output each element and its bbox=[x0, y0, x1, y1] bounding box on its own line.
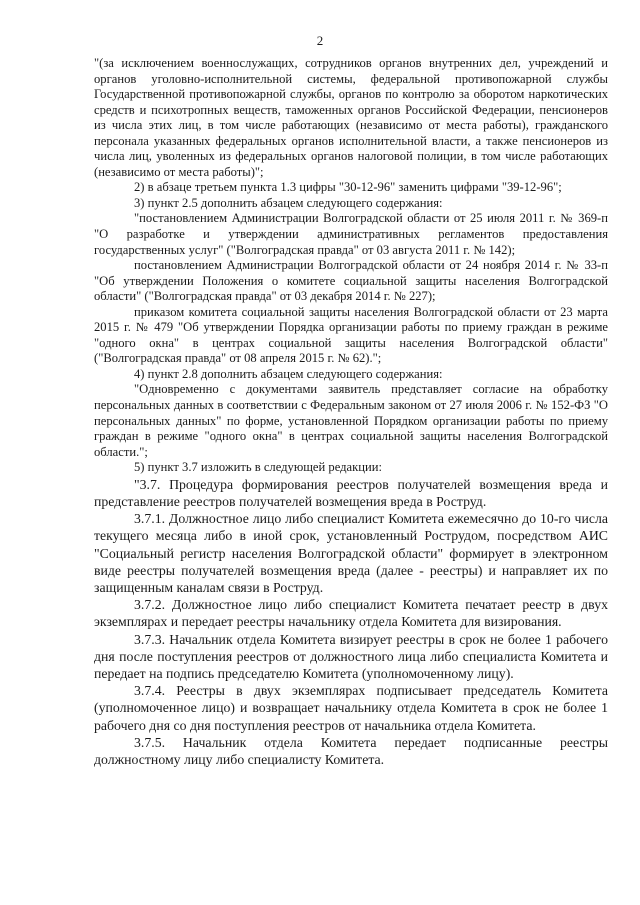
paragraph-section-3-7-1: 3.7.1. Должностное лицо либо специалист Комитета ежемесячно до 10-го числа текущего месяца либо в иной срок, установленный Рострудом, посредством АИС "Социальный регистр населения Волгоградской области" формирует в электронном виде реестры получателей возмещения вреда (далее - реестры) и направляет их по защищенным каналам связи в Роструд. bbox=[94, 511, 608, 595]
paragraph-consent: "Одновременно с документами заявитель представляет согласие на обработку персональных данных в соответствии с Федеральным законом от 27 июля 2006 г. № 152-ФЗ "О персональных данных" по форме, установленной Порядком организации работы по приему граждан в режиме "одного окна" в центрах социальной защиты населения Волгоградской области."; bbox=[94, 382, 608, 459]
paragraph-section-3-7-2: 3.7.2. Должностное лицо либо специалист Комитета печатает реестр в двух экземплярах и передает реестры начальнику отдела Комитета для визирования. bbox=[94, 597, 608, 630]
paragraph-exclusions: "(за исключением военнослужащих, сотрудников органов внутренних дел, учреждений и органов уголовно-исполнительной системы, федеральной противопожарной службы Государственной противопожарной службы, органов по контролю за оборотом наркотических средств и психотропных веществ, таможенных органов Российской Федерации, пенсионеров из числа этих лиц, в том числе работающих (независимо от места работы), гражданского персонала указанных федеральных органов исполнительной власти, а также пенсионеров из числа лиц, уволенных из федеральных органов налоговой полиции, в том числе работающих (независимо от места работы)"; bbox=[94, 56, 608, 179]
page-number: 2 bbox=[316, 33, 324, 48]
paragraph-item-4: 4) пункт 2.8 дополнить абзацем следующего содержания: bbox=[134, 366, 443, 381]
document-body bbox=[94, 56, 608, 768]
paragraph-section-3-7-4: 3.7.4. Реестры в двух экземплярах подписывает председатель Комитета (уполномоченное лицо) и возвращает начальнику отдела Комитета в срок не более 1 рабочего дня со дня поступления реестров от начальника отдела Комитета. bbox=[94, 683, 608, 733]
paragraph-item-5: 5) пункт 3.7 изложить в следующей редакции: bbox=[134, 460, 382, 475]
paragraph-resolution-33: постановлением Администрации Волгоградской области от 24 ноября 2014 г. № 33-п "Об утверждении Положения о комитете социальной защиты населения Волгоградской области" ("Волгоградская правда" от 03 декабря 2014 г. № 227); bbox=[94, 258, 608, 304]
paragraph-resolution-369: "постановлением Администрации Волгоградской области от 25 июля 2011 г. № 369-п "О разработке и утверждении административных регламентов предоставления государственных услуг" ("Волгоградская правда" от 03 августа 2011 г. № 142); bbox=[94, 211, 608, 257]
paragraph-section-3-7-3: 3.7.3. Начальник отдела Комитета визирует реестры в срок не более 1 рабочего дня после поступления реестров от должностного лица либо специалиста Комитета и передает на подпись председателю Комитета (уполномоченному лицу). bbox=[94, 631, 608, 681]
paragraph-item-3: 3) пункт 2.5 дополнить абзацем следующего содержания: bbox=[134, 195, 443, 210]
paragraph-section-3-7: "3.7. Процедура формирования реестров получателей возмещения вреда и представление реестров получателей возмещения вреда в Роструд. bbox=[94, 476, 608, 509]
paragraph-section-3-7-5: 3.7.5. Начальник отдела Комитета передает подписанные реестры должностному лицу либо специалисту Комитета. bbox=[94, 734, 608, 768]
paragraph-item-2: 2) в абзаце третьем пункта 1.3 цифры "30-12-96" заменить цифрами "39-12-96"; bbox=[134, 180, 562, 195]
paragraph-order-479: приказом комитета социальной защиты населения Волгоградской области от 23 марта 2015 г. № 479 "Об утверждении Порядка организации работы по приему граждан в режиме "одного окна" в центрах социальной защиты населения Волгоградской области" ("Волгоградская правда" от 08 апреля 2015 г. № 62)."; bbox=[94, 304, 608, 366]
